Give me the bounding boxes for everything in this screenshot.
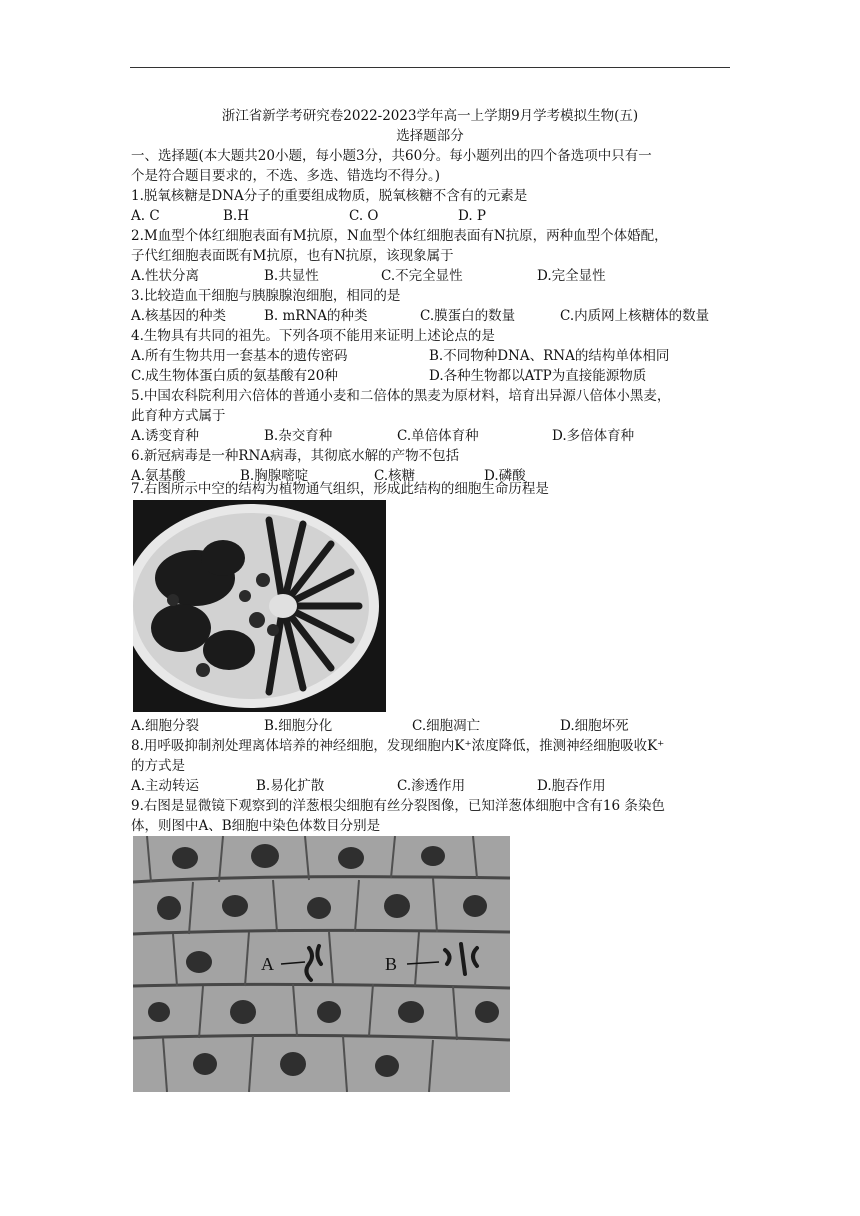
question-6-option-a: A.氨基酸 bbox=[131, 468, 186, 484]
question-6-option-b: B.胸腺嘧啶 bbox=[240, 468, 309, 484]
question-3-option-c: C.膜蛋白的数量 bbox=[420, 308, 516, 324]
question-1-stem: 1.脱氧核糖是DNA分子的重要组成物质，脱氧核糖不含有的元素是 bbox=[131, 188, 528, 204]
question-8-option-d: D.胞吞作用 bbox=[537, 778, 606, 794]
question-1-option-b: B.H bbox=[223, 208, 249, 224]
section-title: 选择题部分 bbox=[396, 128, 464, 144]
question-4-stem: 4.生物具有共同的祖先。下列各项不能用来证明上述论点的是 bbox=[131, 328, 495, 344]
question-7-option-b: B.细胞分化 bbox=[264, 718, 333, 734]
question-7-stem: 7.右图所示中空的结构为植物通气组织，形成此结构的细胞生命历程是 bbox=[131, 481, 549, 497]
question-3-option-b: B. mRNA的种类 bbox=[264, 308, 368, 324]
question-9-stem-line-2: 体，则图中A、B细胞中染色体数目分别是 bbox=[131, 818, 381, 834]
question-8-stem-line-2: 的方式是 bbox=[131, 758, 185, 774]
label-cell-b: B bbox=[385, 954, 398, 974]
question-2-stem-line-2: 子代红细胞表面既有M抗原，也有N抗原，该现象属于 bbox=[131, 248, 454, 264]
question-8-option-a: A.主动转运 bbox=[131, 778, 200, 794]
question-2-stem-line-1: 2.M血型个体红细胞表面有M抗原，N血型个体红细胞表面有N抗原，两种血型个体婚配， bbox=[131, 228, 668, 244]
question-6-option-d: D.磷酸 bbox=[484, 468, 526, 484]
question-1-option-c: C. O bbox=[349, 208, 379, 224]
question-8-option-c: C.渗透作用 bbox=[397, 778, 466, 794]
question-6-stem: 6.新冠病毒是一种RNA病毒，其彻底水解的产物不包括 bbox=[131, 448, 460, 464]
question-3-stem: 3.比较造血干细胞与胰腺腺泡细胞，相同的是 bbox=[131, 288, 401, 304]
question-4-option-d: D.各种生物都以ATP为直接能源物质 bbox=[429, 368, 647, 384]
exam-title: 浙江省新学考研究卷2022-2023学年高一上学期9月学考模拟生物(五) bbox=[221, 108, 639, 124]
question-5-stem-line-2: 此育种方式属于 bbox=[131, 408, 226, 424]
question-5-option-a: A.诱变育种 bbox=[131, 428, 200, 444]
question-4-option-c: C.成生物体蛋白质的氨基酸有20种 bbox=[131, 368, 338, 384]
question-1-option-a: A. C bbox=[131, 208, 160, 224]
question-4-option-b: B.不同物种DNA、RNA的结构单体相同 bbox=[429, 348, 670, 364]
instructions-line-1: 一、选择题(本大题共20小题，每小题3分，共60分。每小题列出的四个备选项中只有一 bbox=[131, 148, 652, 164]
question-7-option-a: A.细胞分裂 bbox=[131, 718, 200, 734]
question-5-option-b: B.杂交育种 bbox=[264, 428, 333, 444]
question-7-option-c: C.细胞凋亡 bbox=[412, 718, 481, 734]
onion-root-tip-micrograph bbox=[133, 836, 510, 1092]
question-8-stem-line-1: 8.用呼吸抑制剂处理离体培养的神经细胞，发现细胞内K⁺浓度降低，推测神经细胞吸收K⁺ bbox=[131, 738, 665, 754]
question-8-option-b: B.易化扩散 bbox=[256, 778, 325, 794]
question-5-option-c: C.单倍体育种 bbox=[397, 428, 479, 444]
question-2-option-c: C.不完全显性 bbox=[381, 268, 463, 284]
question-3-option-a: A.核基因的种类 bbox=[131, 308, 227, 324]
question-7-option-d: D.细胞坏死 bbox=[560, 718, 629, 734]
question-4-option-a: A.所有生物共用一套基本的遗传密码 bbox=[131, 348, 348, 364]
question-2-option-b: B.共显性 bbox=[264, 268, 319, 284]
question-2-option-d: D.完全显性 bbox=[537, 268, 606, 284]
instructions-line-2: 个是符合题目要求的，不选、多选、错选均不得分。) bbox=[131, 168, 441, 184]
label-cell-a: A bbox=[261, 954, 274, 974]
question-1-option-d: D. P bbox=[458, 208, 487, 224]
question-5-option-d: D.多倍体育种 bbox=[552, 428, 635, 444]
question-6-option-c: C.核糖 bbox=[374, 468, 416, 484]
aerenchyma-micrograph bbox=[133, 500, 386, 712]
header-rule bbox=[130, 67, 730, 68]
question-9-stem-line-1: 9.右图是显微镜下观察到的洋葱根尖细胞有丝分裂图像，已知洋葱体细胞中含有16 条染色 bbox=[131, 798, 665, 814]
question-5-stem-line-1: 5.中国农科院利用六倍体的普通小麦和二倍体的黑麦为原材料，培育出异源八倍体小黑麦， bbox=[131, 388, 671, 404]
question-3-option-d: C.内质网上核糖体的数量 bbox=[560, 308, 710, 324]
question-2-option-a: A.性状分离 bbox=[131, 268, 200, 284]
